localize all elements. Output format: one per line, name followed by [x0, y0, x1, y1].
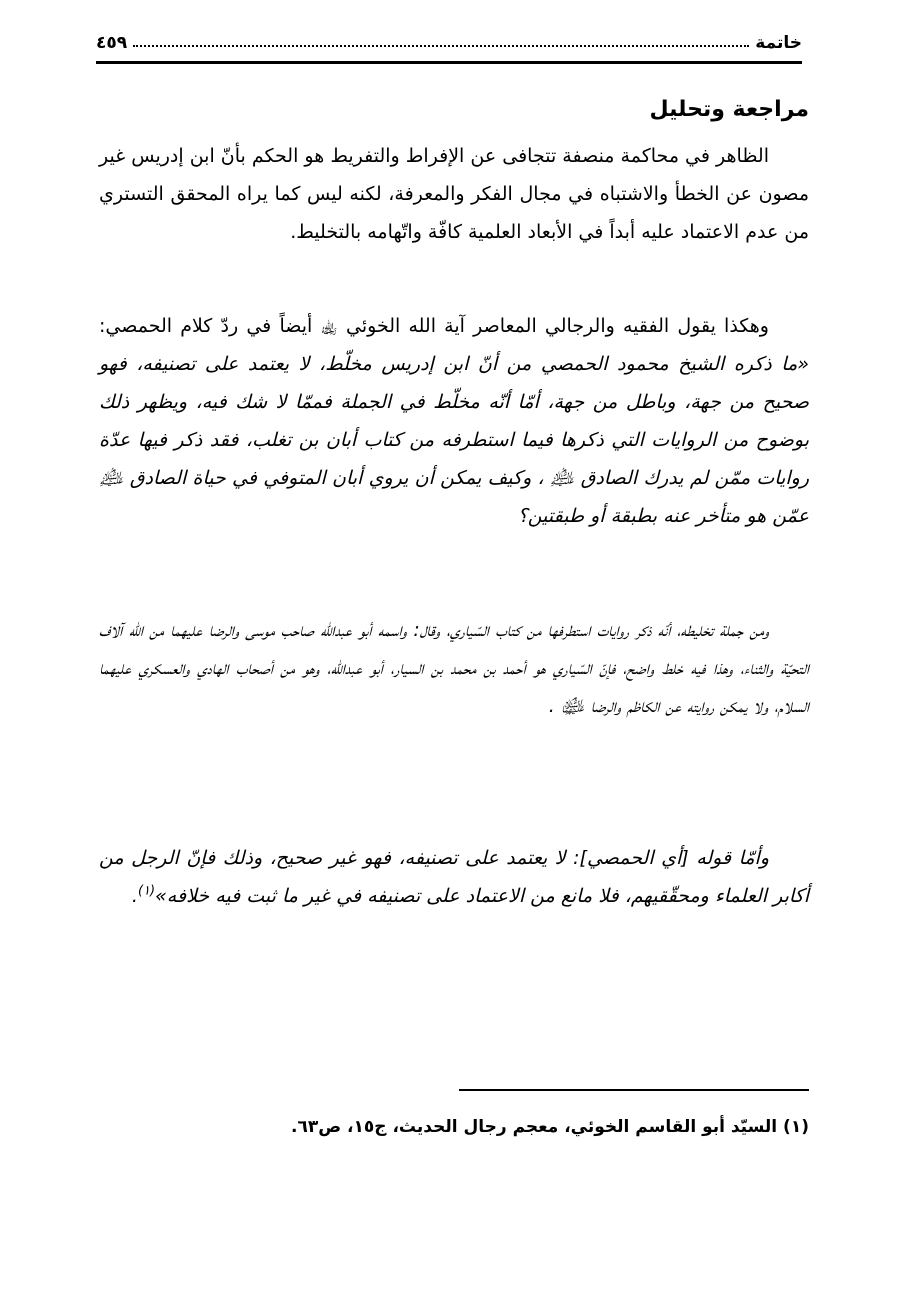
- footnote-separator: [459, 1089, 809, 1091]
- quotation-khoei: «ما ذكره الشيخ محمود الحمصي من أنّ ابن إدريس مخلّط، لا يعتمد على تصنيفه، فهو صحيح من جهة، وباطل من جهة، أمّا أنّه مخلّط في الجملة فممّا لا شك فيه، ويظهر ذلك بوضوح من الروايات التي ذكرها فيما استطرفه من كتاب أبان بن تغلب، فقد ذكر فيها عدّة روايات ممّن لم يدرك الصادق ﵇ ، وكيف يمكن أن يروي أبان المتوفي في حياة الصادق ﵇ عمّن هو متأخر عنه بطبقة أو طبقتين؟: [99, 353, 809, 527]
- paragraph-4: [99, 839, 809, 915]
- header-rule: [96, 61, 802, 64]
- page-number: ٤٥٩: [96, 33, 128, 53]
- header-dot-leader: [133, 45, 749, 47]
- paragraph-1: الظاهر في محاكمة منصفة تتجافى عن الإفراط والتفريط هو الحكم بأنّ ابن إدريس غير مصون عن الخطأ والاشتباه في مجال الفكر والمعرفة، لكنه ليس كما يراه المحقق التستري من عدم الاعتماد عليه أبداً في الأبعاد العلمية كافّة واتّهامه بالتخليط.: [99, 145, 809, 243]
- paragraph-4-end: .: [131, 885, 138, 907]
- paragraph-4-text: وأمّا قوله [أي الحمصي]: لا يعتمد على تصنيفه، فهو غير صحيح، وذلك فإنّ الرجل من أكابر العلماء ومحقّقيهم، فلا مانع من الاعتماد على تصنيفه في غير ما ثبت فيه خلافه»: [99, 847, 809, 907]
- paragraph-2: [99, 307, 809, 535]
- footnote-reference: (١): [137, 883, 156, 899]
- section-title: مراجعة وتحليل: [649, 97, 809, 122]
- running-header: [96, 26, 802, 60]
- footnote: (١) السيّد أبو القاسم الخوئي، معجم رجال الحديث، ج١٥، ص٦٣.: [291, 1117, 809, 1137]
- paragraph-2-intro: وهكذا يقول الفقيه والرجالي المعاصر آية الله الخوئي ﵀ أيضاً في ردّ كلام الحمصي:: [99, 315, 769, 337]
- header-title: خاتمة: [755, 33, 802, 53]
- paragraph-3: ومن جملة تخليطه، أنّه ذكر روايات استطرفها من كتاب السّياري، وقال: واسمه أبو عبدالله صاحب موسى والرضا عليهما من الله آلاف التحيّة والثناء، وهذا فيه خلط واضح، فإنّ السّياري هو أحمد بن محمد بن السيار، أبو عبدالله، وهو من أصحاب الهادي والعسكري عليهما السلام، ولا يمكن روايته عن الكاظم والرضا ﵉ .: [99, 619, 809, 717]
